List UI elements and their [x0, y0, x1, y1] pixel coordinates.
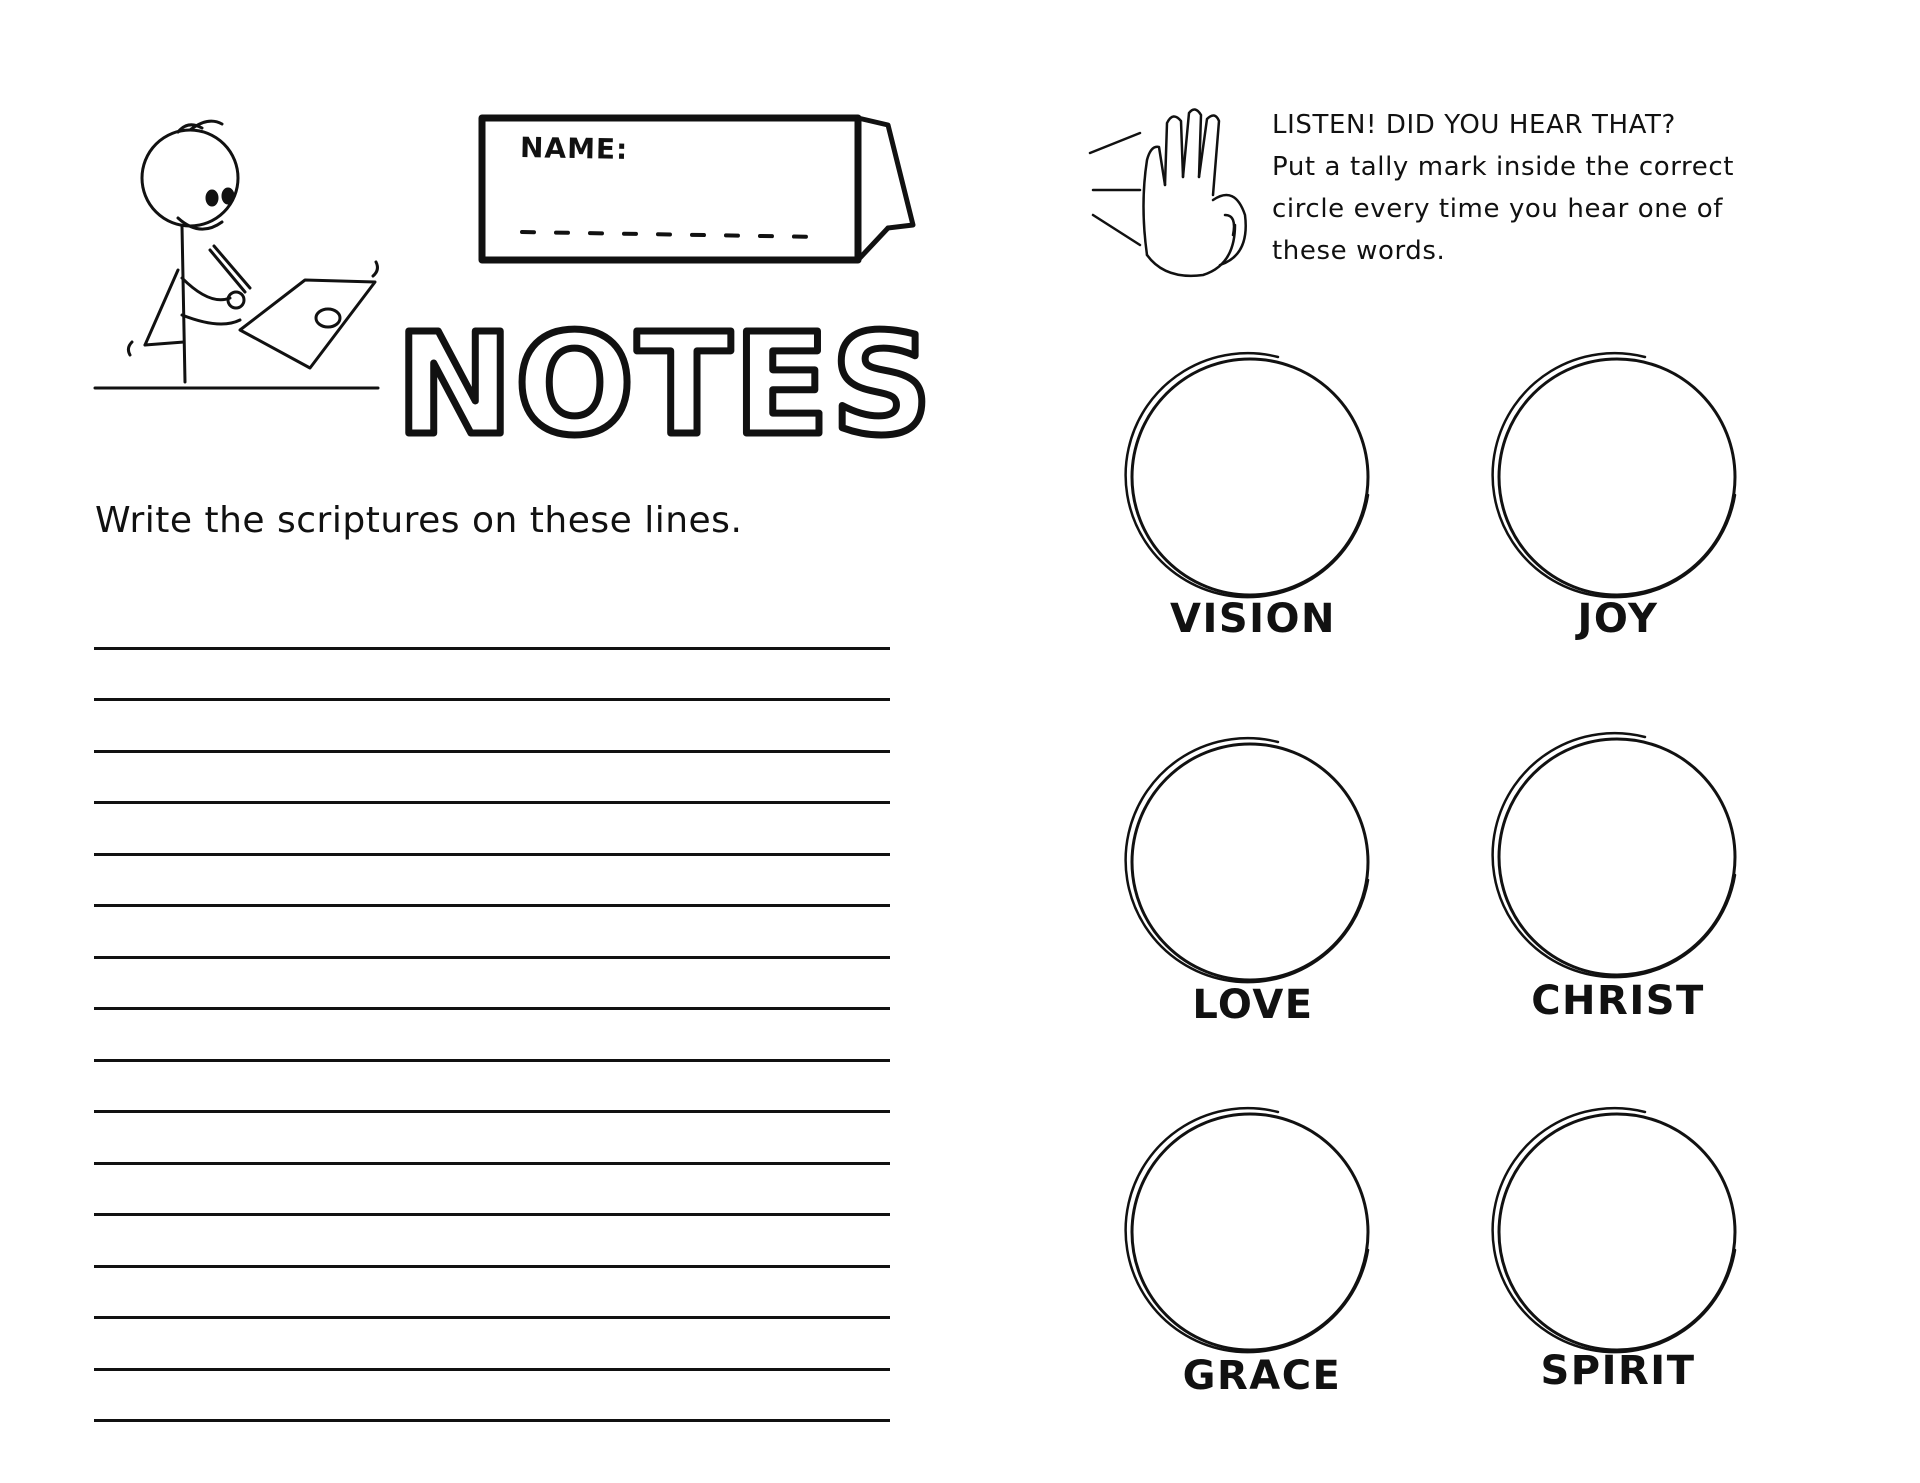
writing-line[interactable]: [94, 701, 890, 753]
writing-line[interactable]: [94, 804, 890, 856]
writing-line[interactable]: [94, 856, 890, 908]
writing-line[interactable]: [94, 598, 890, 650]
writing-line[interactable]: [94, 1062, 890, 1114]
stick-figure-writing-icon: [90, 110, 390, 400]
writing-line[interactable]: [94, 1010, 890, 1062]
word-christ: CHRIST: [1531, 978, 1705, 1024]
word-love: LOVE: [1192, 982, 1314, 1028]
name-label: NAME:: [519, 131, 629, 166]
listen-heading: LISTEN! DID YOU HEAR THAT?: [1272, 110, 1676, 140]
word-vision: VISION: [1169, 596, 1336, 642]
tally-circle-grace[interactable]: [1118, 1100, 1378, 1360]
listen-line: Put a tally mark inside the correct: [1272, 152, 1735, 182]
tally-circle-love[interactable]: [1118, 730, 1378, 990]
hand-to-ear-icon: [1085, 105, 1260, 285]
tally-circle-christ[interactable]: [1485, 725, 1745, 985]
word-spirit: SPIRIT: [1540, 1348, 1696, 1394]
listen-line: these words.: [1272, 236, 1446, 266]
word-grace: GRACE: [1182, 1353, 1342, 1399]
writing-line[interactable]: [94, 959, 890, 1011]
writing-line[interactable]: [94, 907, 890, 959]
writing-line[interactable]: [94, 1371, 890, 1423]
notes-title: [395, 304, 935, 467]
writing-line[interactable]: [94, 1165, 890, 1217]
word-joy: JOY: [1577, 596, 1659, 642]
writing-line[interactable]: [94, 1319, 890, 1371]
instruction-text: Write the scriptures on these lines.: [95, 500, 743, 541]
tally-circle-joy[interactable]: [1485, 345, 1745, 605]
listen-instructions: [1272, 104, 1832, 272]
writing-lines[interactable]: [94, 598, 890, 1422]
tally-circle-vision[interactable]: [1118, 345, 1378, 605]
writing-line[interactable]: [94, 1216, 890, 1268]
writing-line[interactable]: [94, 1268, 890, 1320]
writing-line[interactable]: [94, 1113, 890, 1165]
writing-line[interactable]: [94, 650, 890, 702]
tally-circle-spirit[interactable]: [1485, 1100, 1745, 1360]
notes-title-text: NOTES: [395, 304, 935, 467]
listen-line: circle every time you hear one of: [1272, 194, 1724, 224]
writing-line[interactable]: [94, 753, 890, 805]
